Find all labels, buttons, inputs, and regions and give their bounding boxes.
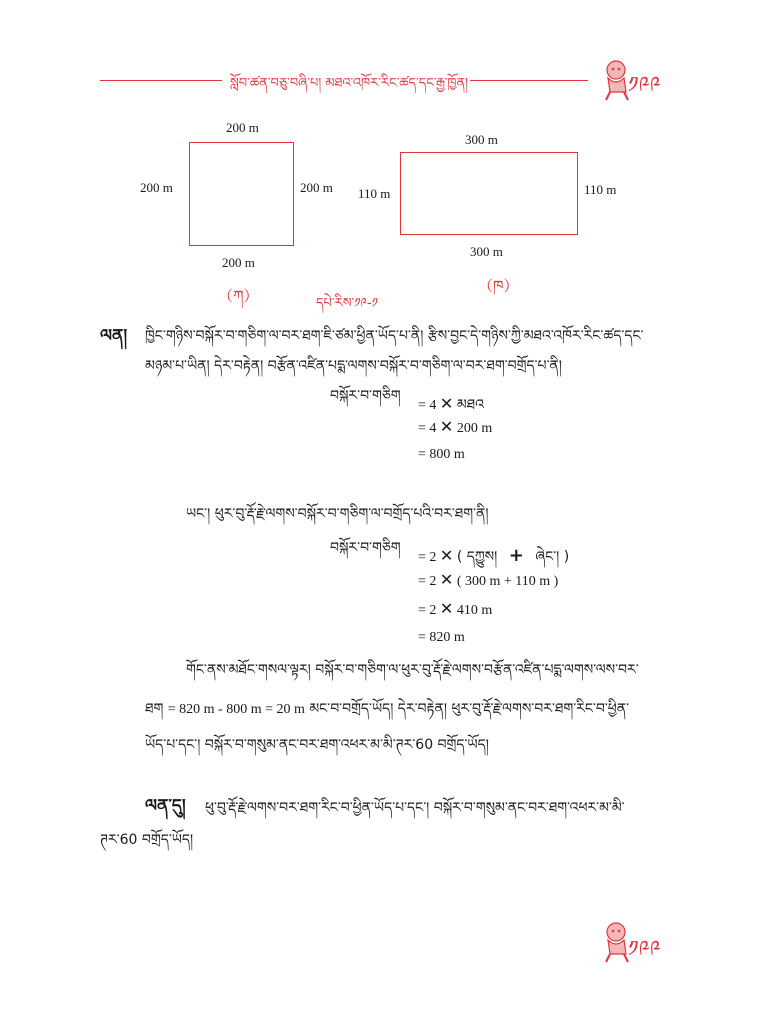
square-top-label: 200 m [226,120,259,135]
rectangle-right-label: 110 m [584,182,617,197]
calc1-line2-eq: = 4 [418,421,437,436]
rectangle-figure [400,152,578,235]
header-rule-right [470,80,588,81]
calc1-label: བསྐོར་བ་གཅིག [330,388,401,404]
multiply-icon: ✕ [439,570,454,589]
calc2-line1-a: ( དཀྱུས། [456,549,498,565]
calc2-line3-eq: = 2 [418,603,437,618]
header-title: སློབ་ཚན་བཅུ་བཞི་པ། མཐའ་འཁོར་རིང་ཚད་དང་རྒྱ་ཁྱོན། [230,76,469,91]
calc1-line1-unit: མཐའ [456,397,484,413]
header-page-number: ༡༩༩ [628,73,661,98]
square-bottom-label: 200 m [222,255,255,270]
square-figure [189,142,294,246]
square-left-label: 200 m [140,180,173,195]
footer-page-number: ༡༩༩ [628,937,661,962]
compare-line2-a: ཐག [145,701,164,717]
rectangle-top-label: 300 m [465,132,498,147]
answer-label: ལན་དུ། [145,796,186,816]
calc2-line3-val: 410 m [456,603,493,618]
rectangle-bottom-label: 300 m [470,244,503,259]
rectangle-left-label: 110 m [358,186,391,201]
plus-icon: + [508,545,524,566]
multiply-icon: ✕ [439,417,454,436]
calc2-line4: = 820 m [418,630,465,645]
multiply-icon: ✕ [439,599,454,618]
calc2-line3 [418,599,492,619]
calc2-line2 [418,570,558,590]
solution-intro-line1: ཁྱིང་གཉིས་བསྐོར་བ་གཅིག་ལ་བར་ཐག་ཇི་ཙམ་ཕྱིན་ཡོད་པ་ནི། རྩིས་བྱང་དེ་གཉིས་ཀྱི་མཐའ་འཁོར་རིང་ཚད་དང་ [145,328,644,344]
calc2-line1-b: ཞེང་། ) [535,549,570,565]
header-rule-left [100,80,222,81]
solution-label: ལན། [100,326,128,346]
also-line: ཡང་། ཕུར་བུ་རྡོ་རྗེ་ལགས་བསྐོར་བ་གཅིག་ལ་བགྲོད་པའི་བར་ཐག་ནི། [186,506,489,522]
multiply-icon: ✕ [439,394,454,413]
calc1-line1-eq: = 4 [418,398,437,413]
compare-line2-math: = 820 m - 800 m = 20 m [167,702,305,717]
figure-caption: དཔེ་རིས་༡༩-༡ [316,296,379,311]
square-right-label: 200 m [300,180,333,195]
calc1-line2-val: 200 m [456,421,493,436]
square-tag: （ཀ） [218,287,259,305]
calc1-line3: = 800 m [418,447,465,462]
calc2-line2-val: ( 300 m + 110 m ) [456,574,559,589]
compare-line1: གོང་ནས་མཐོང་གསལ་ལྟར། བསྐོར་བ་གཅིག་ལ་ཕུར་བུ་རྡོ་རྗེ་ལགས་བརྩོན་འཛིན་པདྨ་ལགས་ལས་བར་ [186,662,639,678]
compare-line2 [145,699,629,720]
compare-line3: ཡོད་པ་དང་། བསྐོར་བ་གསུམ་ནང་བར་ཐག་འཕར་མ་མི་ཊར་60 བགྲོད་ཡོད། [145,737,489,753]
solution-intro-line2: མཉམ་པ་ཡིན། དེར་བརྟེན། བརྩོན་འཛིན་པདྨ་ལགས་བསྐོར་བ་གཅིག་ལ་བར་ཐག་བགྲོད་པ་ནི། [145,358,562,374]
calc1-line2 [418,417,492,437]
rectangle-tag: （ཁ） [478,277,519,295]
answer-line1: ཕུ་བུ་རྡོ་རྗེ་ལགས་བར་ཐག་རིང་བ་ཕྱིན་ཡོད་པ་དང་། བསྐོར་བ་གསུམ་ནང་བར་ཐག་འཕར་མ་མི་ [205,800,625,816]
calc2-label: བསྐོར་བ་གཅིག [330,540,401,556]
calc2-line1-eq: = 2 [418,550,437,565]
answer-line2: ཊར་60 བགྲོད་ཡོད། [100,832,194,848]
multiply-icon: ✕ [439,546,454,565]
calc2-line2-eq: = 2 [418,574,437,589]
compare-line2-b: མང་བ་བགྲོད་ཡོད། དེར་བརྟེན། ཕུར་བུ་རྡོ་རྗེ་ལགས་བར་ཐག་རིང་བ་ཕྱིན་ [309,701,630,717]
